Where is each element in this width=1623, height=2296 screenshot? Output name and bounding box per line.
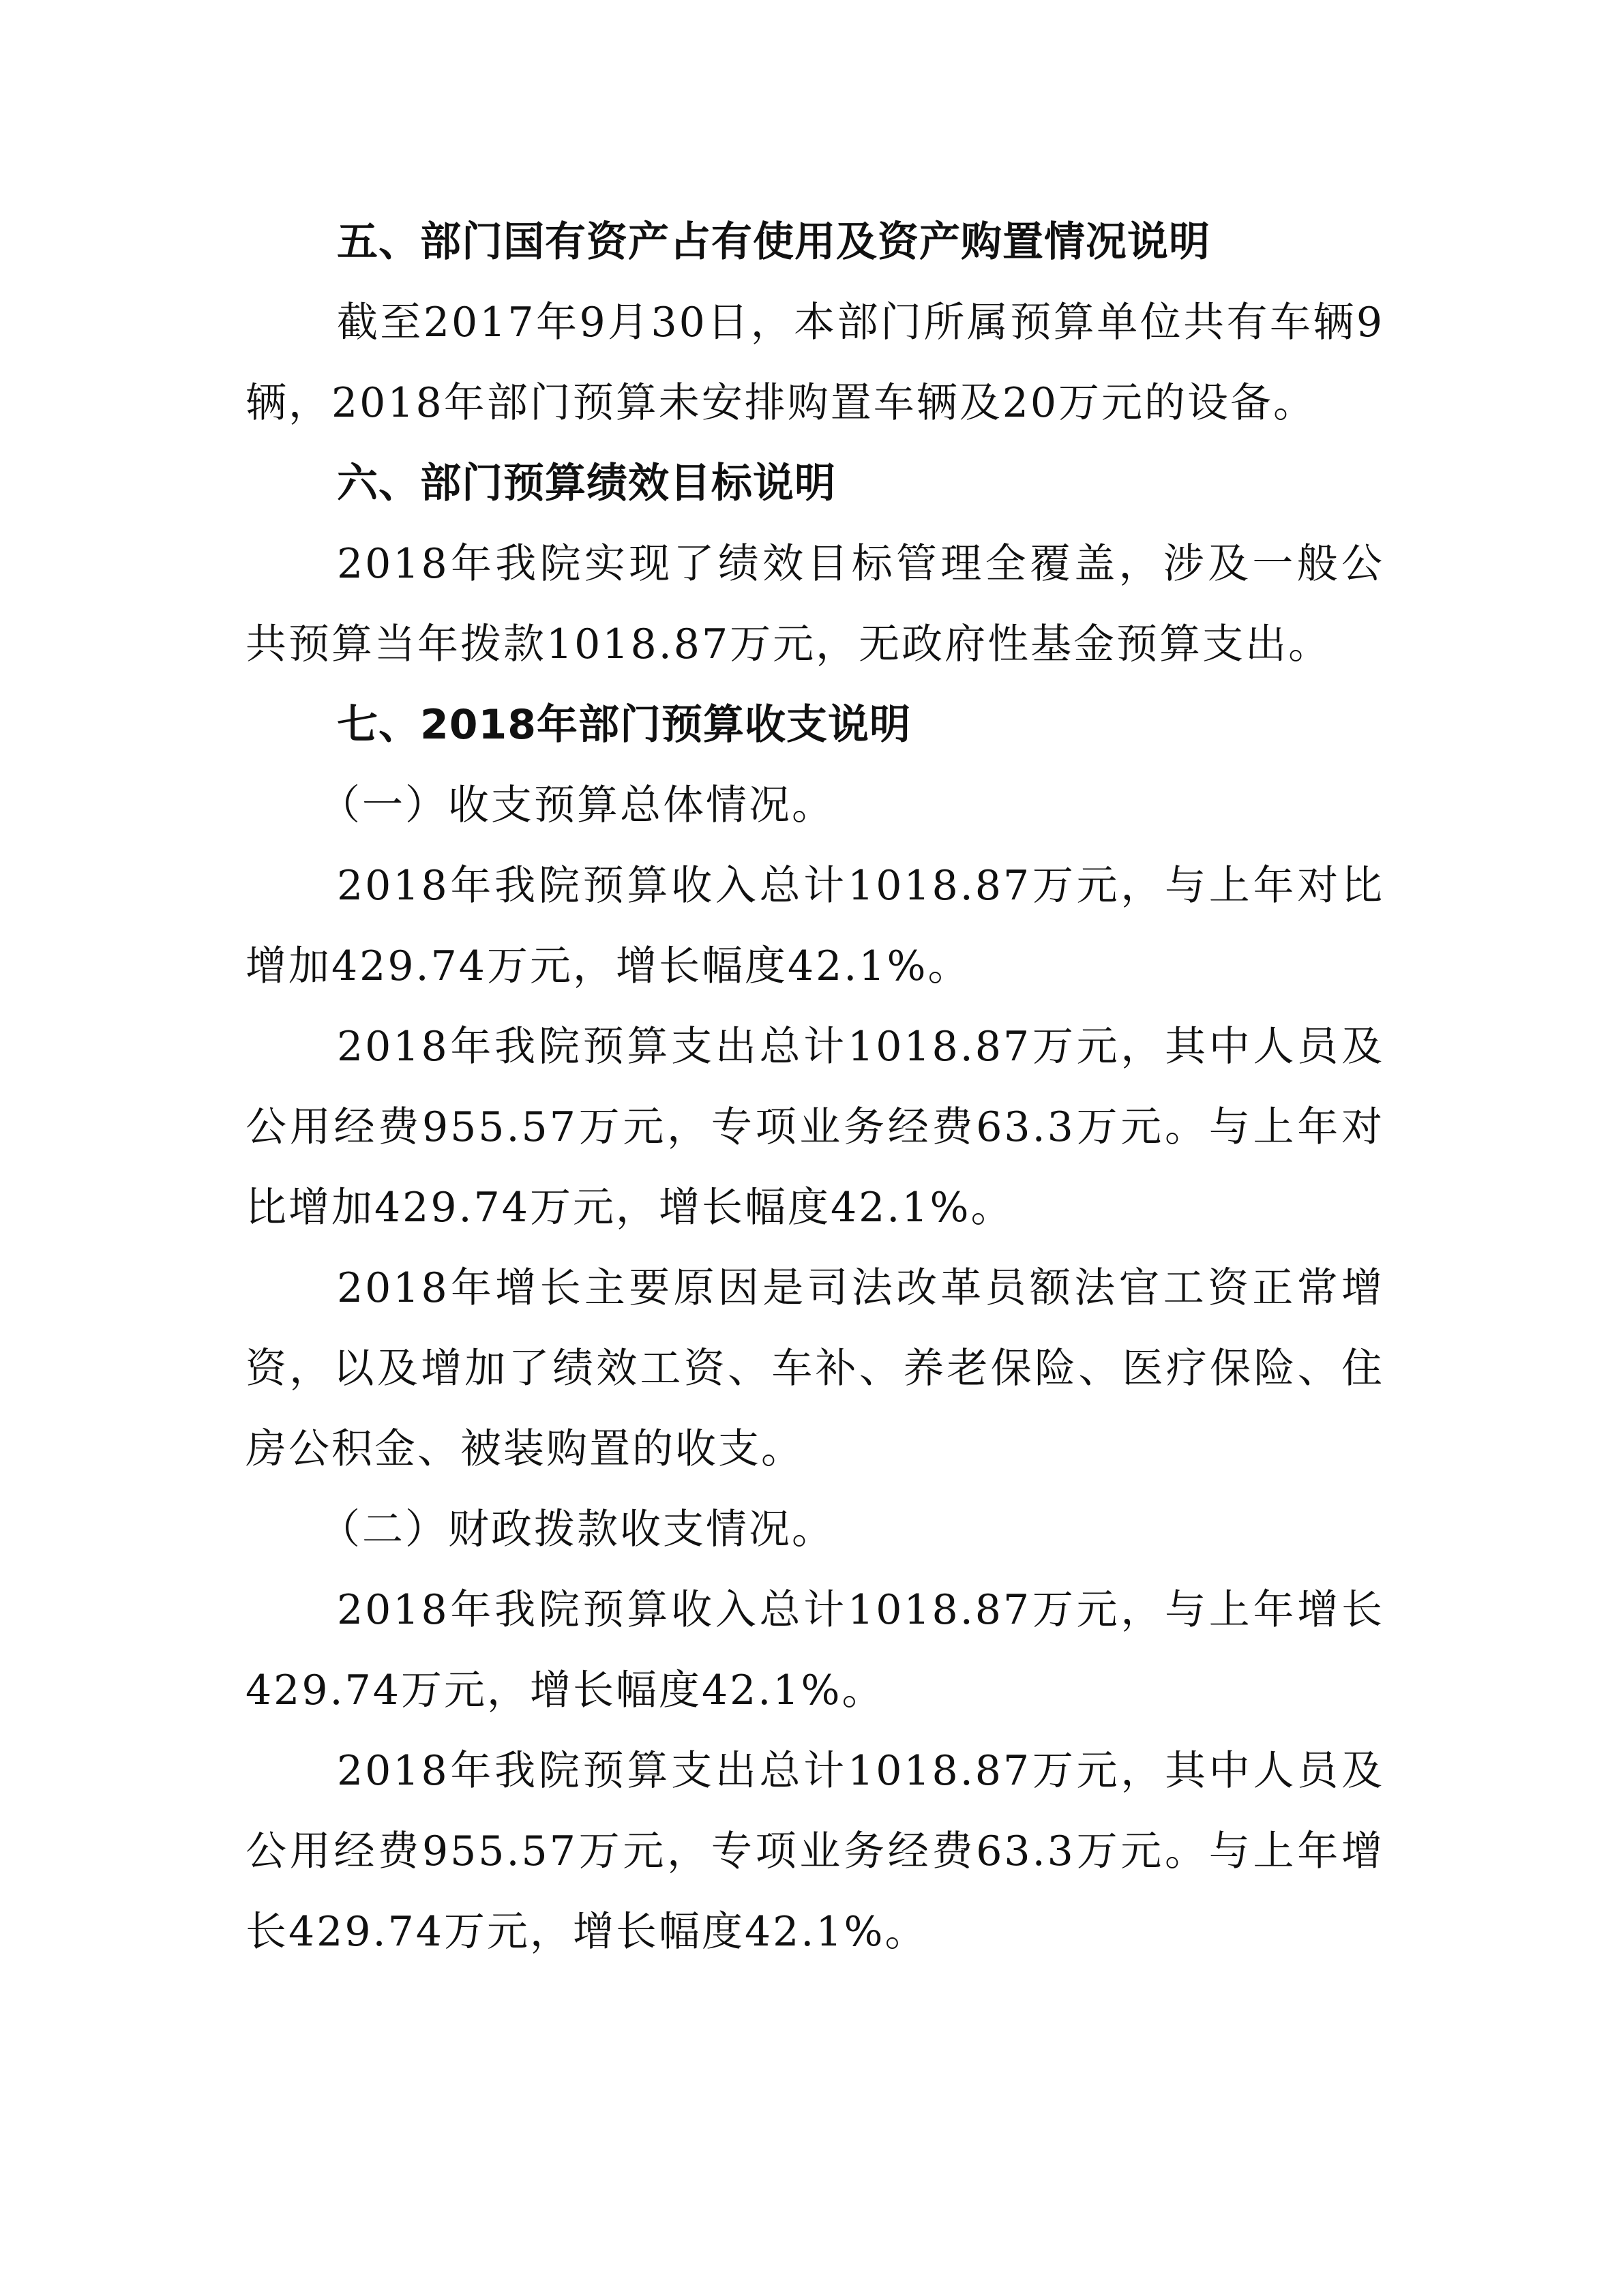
section-5-paragraph-1: 截至2017年9月30日，本部门所属预算单位共有车辆9辆，2018年部门预算未安排购置车辆及20万元的设备。 — [245, 299, 1384, 427]
section-5-heading: 五、部门国有资产占有使用及资产购置情况说明 — [337, 218, 1210, 266]
section-6-heading: 六、部门预算绩效目标说明 — [337, 460, 836, 507]
section-7-paragraph-4: 2018年我院预算收入总计1018.87万元，与上年增长429.74万元，增长幅度42.1%。 — [245, 1586, 1384, 1714]
section-7-paragraph-2: 2018年我院预算支出总计1018.87万元，其中人员及公用经费955.57万元，专项业务经费63.3万元。与上年对比增加429.74万元，增长幅度42.1%。 — [245, 1023, 1384, 1232]
section-7-heading: 七、2018年部门预算收支说明 — [337, 701, 911, 749]
section-7-subheading-1: （一）收支预算总体情况。 — [319, 781, 835, 829]
section-7-paragraph-1: 2018年我院预算收入总计1018.87万元，与上年对比增加429.74万元，增长幅度42.1%。 — [245, 862, 1384, 990]
section-7-paragraph-5: 2018年我院预算支出总计1018.87万元，其中人员及公用经费955.57万元，专项业务经费63.3万元。与上年增长429.74万元，增长幅度42.1%。 — [245, 1747, 1384, 1956]
section-6-paragraph-1: 2018年我院实现了绩效目标管理全覆盖，涉及一般公共预算当年拨款1018.87万元，无政府性基金预算支出。 — [245, 540, 1384, 668]
section-7-subheading-2: （二）财政拨款收支情况。 — [319, 1506, 835, 1553]
section-7-paragraph-3: 2018年增长主要原因是司法改革员额法官工资正常增资，以及增加了绩效工资、车补、养老保险、医疗保险、住房公积金、被装购置的收支。 — [245, 1264, 1384, 1473]
page-content — [245, 202, 1384, 1972]
